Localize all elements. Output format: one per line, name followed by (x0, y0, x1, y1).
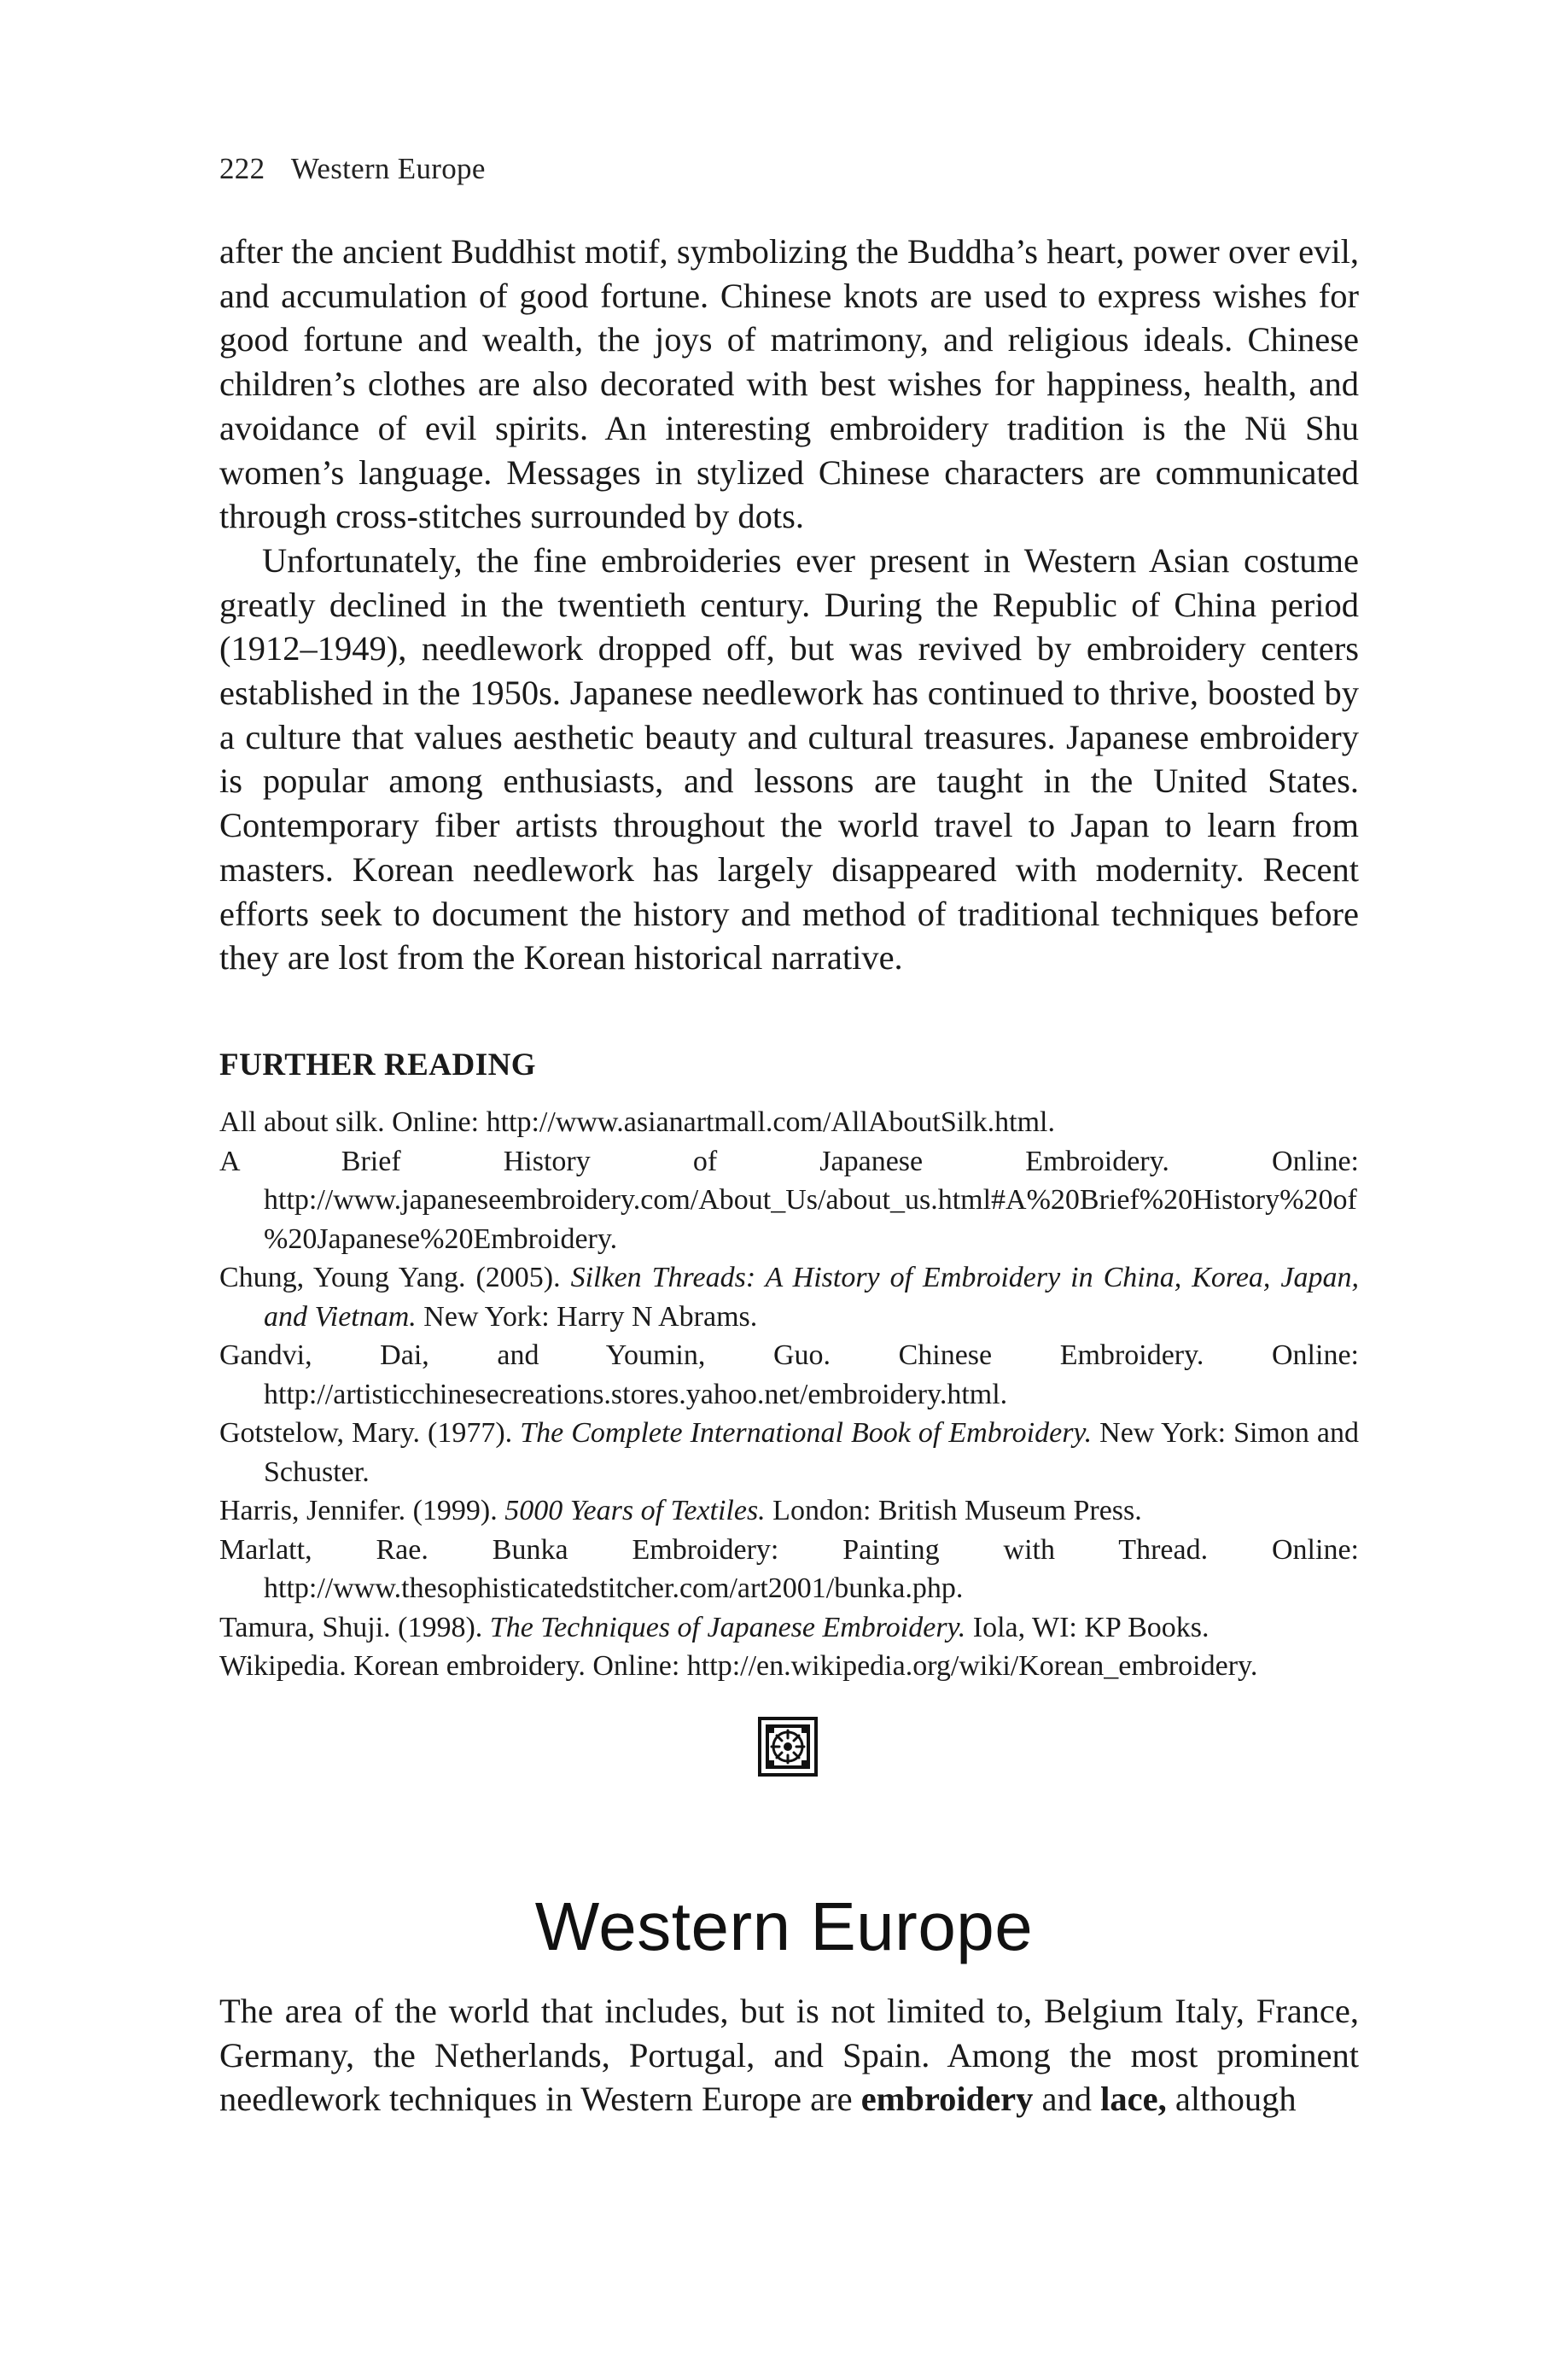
section-intro (219, 1989, 1359, 2121)
reference-entry: Marlatt, Rae. Bunka Embroidery: Painting with Thread. Online: http://www.thesophisticatedstitcher.com/art2001/bunka.php. (219, 1533, 1359, 1604)
paragraph-2: Unfortunately, the fine embroideries ever present in Western Asian costume greatly declined in the twentieth century. During the Republic of China period (1912–1949), needlework dropped off, but was revived by embroidery centers established in the 1950s. Japanese needlework has continued to thrive, boosted by a culture that values aesthetic beauty and cultural treasures. Japanese embroidery is popular among enthusiasts, and lessons are taught in the United States. Contemporary fiber artists throughout the world travel to Japan to learn from masters. Korean needlework has largely disappeared with modernity. Recent efforts seek to document the history and method of traditional techniques before they are lost from the Korean historical narrative. (219, 540, 1359, 977)
running-head-section: Western Europe (290, 152, 486, 185)
term-lace: lace, (1100, 2080, 1167, 2119)
reference-entry: A Brief History of Japanese Embroidery. Online: http://www.japaneseembroidery.com/About_Us/about_us.html#A%20Brief%20History%20of%20Japanese%20Embroidery. (219, 1145, 1359, 1255)
further-reading-heading: FURTHER READING (219, 1047, 537, 1082)
section-ornament-icon (758, 1717, 818, 1777)
further-reading-list (219, 1103, 1359, 1686)
paragraph-1: after the ancient Buddhist motif, symbolizing the Buddha’s heart, power over evil, and accumulation of good fortune. Chinese knots are used to express wishes for good fortune and wealth, the joys of matrimony, and religious ideals. Chinese children’s clothes are also decorated with best wishes for happiness, health, and avoidance of evil spirits. An interesting embroidery tradition is the Nü Shu women’s language. Messages in stylized Chinese characters are communicated through cross-stitches surrounded by dots. (219, 232, 1359, 536)
reference-entry: Tamura, Shuji. (1998). The Techniques of Japanese Embroidery. Iola, WI: KP Books. (219, 1611, 1210, 1643)
page-number: 222 (219, 152, 265, 185)
term-embroidery: embroidery (860, 2080, 1034, 2119)
reference-entry: Wikipedia. Korean embroidery. Online: http://en.wikipedia.org/wiki/Korean_embroidery. (219, 1650, 1258, 1682)
running-head (219, 152, 486, 186)
reference-entry: Chung, Young Yang. (2005). Silken Threads: A History of Embroidery in China, Korea, Japan, and Vietnam. New York: Harry N Abrams. (219, 1262, 1359, 1333)
reference-entry: Harris, Jennifer. (1999). 5000 Years of Textiles. London: British Museum Press. (219, 1495, 1142, 1526)
section-intro-paragraph: The area of the world that includes, but is not limited to, Belgium Italy, France, Germany, the Netherlands, Portugal, and Spain. Among the most prominent needlework techniques in Western Europe are embroidery and lace, although (219, 1992, 1359, 2119)
reference-entry: Gandvi, Dai, and Youmin, Guo. Chinese Embroidery. Online: http://artisticchinesecreations.stores.yahoo.net/embroidery.html. (219, 1339, 1359, 1410)
reference-entry: All about silk. Online: http://www.asianartmall.com/AllAboutSilk.html. (219, 1106, 1055, 1138)
reference-entry: Gotstelow, Mary. (1977). The Complete International Book of Embroidery. New York: Simon and Schuster. (219, 1417, 1359, 1488)
section-title: Western Europe (534, 1888, 1034, 1964)
body-paragraphs (219, 230, 1359, 980)
